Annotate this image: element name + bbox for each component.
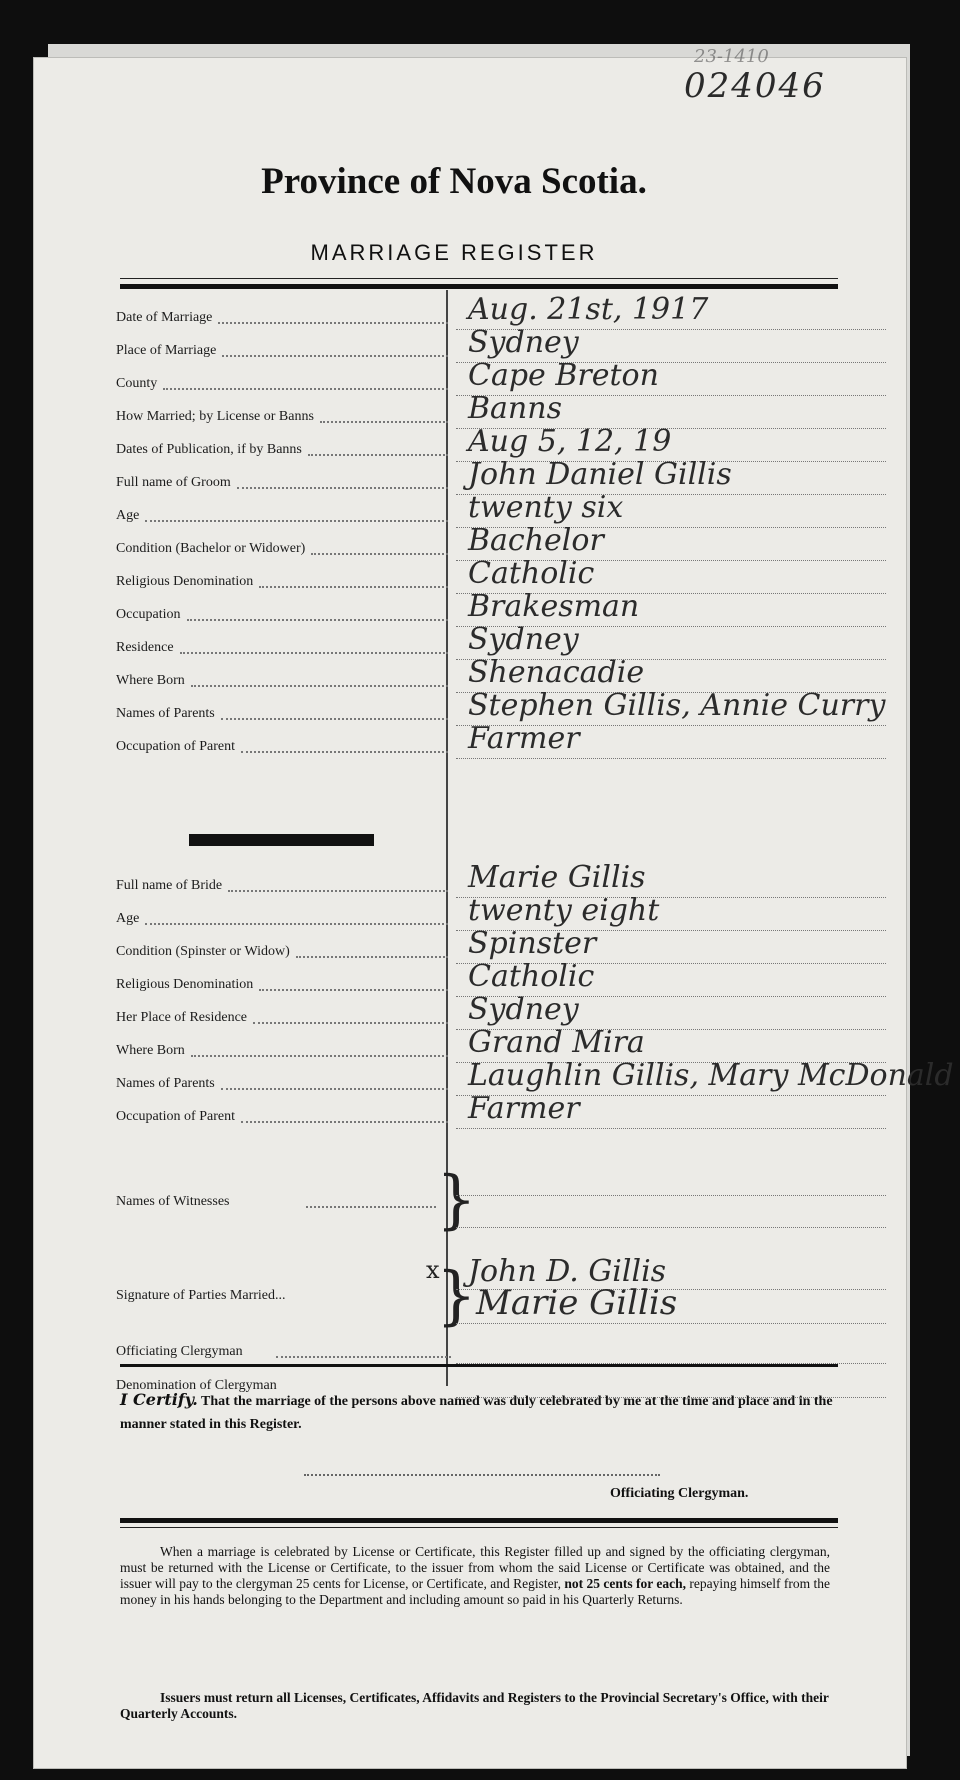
divider	[120, 1527, 838, 1528]
serial-number: 024046	[684, 66, 826, 106]
issuers-paragraph: Issuers must return all Licenses, Certificates, Affidavits and Registers to the Provincial Secretary's Office, with their Quarterly Accounts.	[120, 1690, 829, 1721]
brace: }	[436, 1259, 477, 1333]
leader-dots	[191, 685, 448, 687]
handwritten-value: Bachelor	[468, 523, 604, 558]
instructions-paragraph	[120, 1544, 830, 1608]
handwritten-value: Sydney	[468, 622, 579, 657]
handwritten-value: Farmer	[468, 1091, 580, 1126]
field-value-line	[456, 1091, 886, 1129]
handwritten-value: Aug. 21st, 1917	[468, 292, 709, 327]
leader-dots	[308, 454, 448, 456]
officiating-label: Officiating Clergyman	[116, 1344, 243, 1359]
leader-dots	[320, 421, 448, 423]
field-label: Full name of Bride	[116, 878, 223, 893]
field-label: Condition (Spinster or Widow)	[116, 944, 290, 959]
leader-dots	[241, 751, 448, 753]
certify-sign-label: Officiating Clergyman.	[610, 1486, 749, 1501]
leader-dots	[187, 619, 448, 621]
field-label: Occupation	[116, 607, 181, 622]
form-subtitle: MARRIAGE REGISTER	[310, 240, 598, 265]
denomination-label: Denomination of Clergyman	[116, 1378, 277, 1393]
field-label: Her Place of Residence	[116, 1010, 247, 1025]
field-label: Where Born	[116, 1043, 185, 1058]
notice-part-a: When a marriage is celebrated by License or Certificate, this Register filled up and signed by the officiating clergyman, must be returned with the License or Certificate, to the issuer from whom the said License or Certificate was obtained, and the issuer will pay to the clergyman 25 cents for License, or Certificate, and Register,	[120, 1544, 830, 1591]
handwritten-value: Grand Mira	[468, 1025, 645, 1060]
field-label: Age	[116, 508, 140, 523]
serial-faint: 23-1410	[694, 46, 769, 67]
leader-dots	[145, 520, 448, 522]
leader-dots	[221, 1088, 448, 1090]
leader-dots	[145, 923, 448, 925]
signature-mark: x	[426, 1256, 440, 1284]
form-row	[116, 721, 876, 759]
handwritten-value: Laughlin Gillis, Mary McDonald	[468, 1058, 954, 1093]
clergyman-signature-line	[304, 1474, 660, 1476]
officiating-row	[116, 1330, 876, 1364]
leader-dots	[163, 388, 448, 390]
handwritten-value: twenty six	[468, 490, 624, 525]
handwritten-value: Stephen Gillis, Annie Curry	[468, 688, 886, 723]
leader-dots	[180, 652, 448, 654]
handwritten-value: Catholic	[468, 959, 595, 994]
field-label: Residence	[116, 640, 174, 655]
divider	[120, 1364, 838, 1367]
witness-line-1	[456, 1195, 886, 1196]
handwritten-value: Sydney	[468, 325, 579, 360]
field-label: Date of Marriage	[116, 310, 213, 325]
divider	[120, 1518, 838, 1523]
signature-row	[116, 1254, 876, 1333]
witnesses-label: Names of Witnesses	[116, 1194, 230, 1209]
handwritten-value: John Daniel Gillis	[468, 457, 732, 492]
bride-signature: Marie Gillis	[476, 1283, 678, 1323]
leader-dots	[311, 553, 448, 555]
leader-dots	[276, 1356, 451, 1358]
handwritten-value: Catholic	[468, 556, 595, 591]
handwritten-value: Shenacadie	[468, 655, 645, 690]
leader-dots	[253, 1022, 448, 1024]
handwritten-value: twenty eight	[468, 893, 660, 928]
certify-body: That the marriage of the persons above named was duly celebrated by me at the time and place and in the manner stated in this Register.	[120, 1394, 833, 1432]
field-label: Full name of Groom	[116, 475, 231, 490]
notice-part-b: not 25 cents for each,	[564, 1576, 686, 1591]
leader-dots	[237, 487, 448, 489]
handwritten-value: Aug 5, 12, 19	[468, 424, 672, 459]
handwritten-value: Brakesman	[468, 589, 640, 624]
register-form	[34, 46, 954, 1768]
leader-dots	[259, 989, 448, 991]
witness-line-2	[456, 1227, 886, 1228]
brace: }	[436, 1163, 477, 1237]
handwritten-value: Cape Breton	[468, 358, 659, 393]
field-label: Condition (Bachelor or Widower)	[116, 541, 306, 556]
notice-part-c: repaying himself from the money in his hands belonging to the Department and including amount so paid in his Quarterly Returns.	[120, 1576, 831, 1607]
handwritten-value: Marie Gillis	[468, 860, 646, 895]
field-label: Religious Denomination	[116, 574, 254, 589]
leader-dots	[306, 1206, 436, 1208]
signature-line-2	[456, 1283, 886, 1324]
field-label: Place of Marriage	[116, 343, 217, 358]
field-label: Names of Parents	[116, 1076, 215, 1091]
handwritten-value: Banns	[468, 391, 562, 426]
leader-dots	[259, 586, 448, 588]
field-label: Occupation of Parent	[116, 1109, 235, 1124]
leader-dots	[218, 322, 448, 324]
field-label: Occupation of Parent	[116, 739, 235, 754]
signature-label: Signature of Parties Married...	[116, 1288, 286, 1303]
leader-dots	[296, 956, 448, 958]
field-value-line	[456, 721, 886, 759]
leader-dots	[241, 1121, 448, 1123]
certification-text	[120, 1390, 836, 1436]
field-label: Age	[116, 911, 140, 926]
field-label: How Married; by License or Banns	[116, 409, 314, 424]
leader-dots	[222, 355, 448, 357]
section-separator-bar	[189, 834, 374, 846]
divider	[120, 284, 838, 289]
field-label: Names of Parents	[116, 706, 215, 721]
field-label: County	[116, 376, 158, 391]
leader-dots	[221, 718, 448, 720]
field-label: Dates of Publication, if by Banns	[116, 442, 302, 457]
field-label: Where Born	[116, 673, 185, 688]
divider	[120, 278, 838, 279]
handwritten-value: Sydney	[468, 992, 579, 1027]
witnesses-row	[116, 1163, 876, 1237]
handwritten-value: Farmer	[468, 721, 580, 756]
form-row	[116, 1091, 876, 1129]
leader-dots	[191, 1055, 448, 1057]
field-label: Religious Denomination	[116, 977, 254, 992]
certify-lead: I Certify.	[120, 1390, 198, 1409]
handwritten-value: Spinster	[468, 926, 597, 961]
leader-dots	[228, 890, 448, 892]
groom-signature: John D. Gillis	[468, 1254, 667, 1289]
officiating-value	[456, 1329, 886, 1364]
form-title: Province of Nova Scotia.	[261, 161, 647, 202]
